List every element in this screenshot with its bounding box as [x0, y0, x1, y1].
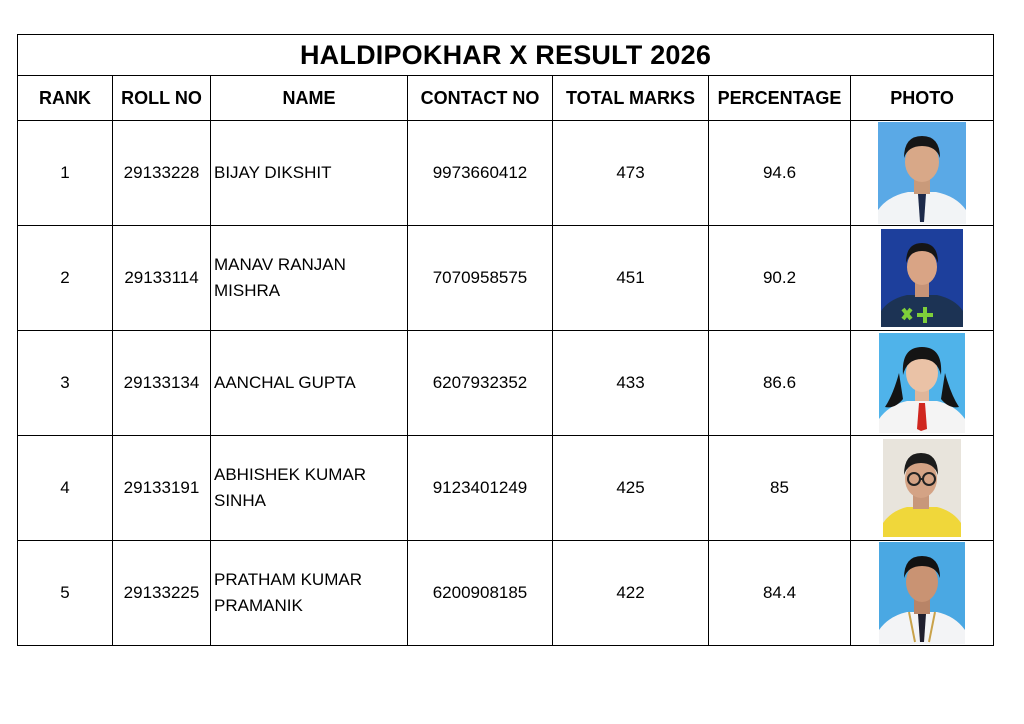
header-total-marks: TOTAL MARKS — [553, 76, 709, 121]
percentage-cell: 85 — [709, 436, 851, 541]
result-table — [17, 34, 994, 646]
rank-cell: 2 — [18, 226, 113, 331]
percentage-cell: 86.6 — [709, 331, 851, 436]
percentage-cell: 94.6 — [709, 121, 851, 226]
photo-cell — [851, 121, 994, 226]
contact-cell: 6207932352 — [408, 331, 553, 436]
table-row — [18, 226, 994, 331]
rank-cell: 4 — [18, 436, 113, 541]
table-row — [18, 331, 994, 436]
student-photo-icon — [883, 439, 961, 537]
rank-cell: 5 — [18, 541, 113, 646]
table-row — [18, 121, 994, 226]
header-percentage: PERCENTAGE — [709, 76, 851, 121]
contact-cell: 7070958575 — [408, 226, 553, 331]
header-row — [18, 76, 994, 121]
name-cell: ABHISHEK KUMAR SINHA — [211, 436, 408, 541]
header-roll-no: ROLL NO — [113, 76, 211, 121]
photo-cell — [851, 331, 994, 436]
photo-cell — [851, 541, 994, 646]
total-marks-cell: 433 — [553, 331, 709, 436]
roll-no-cell: 29133134 — [113, 331, 211, 436]
table-row — [18, 541, 994, 646]
student-photo-icon — [879, 542, 965, 644]
percentage-cell: 84.4 — [709, 541, 851, 646]
header-contact-no: CONTACT NO — [408, 76, 553, 121]
table-row — [18, 436, 994, 541]
contact-cell: 9123401249 — [408, 436, 553, 541]
contact-cell: 6200908185 — [408, 541, 553, 646]
header-rank: RANK — [18, 76, 113, 121]
name-cell: PRATHAM KUMAR PRAMANIK — [211, 541, 408, 646]
total-marks-cell: 422 — [553, 541, 709, 646]
total-marks-cell: 451 — [553, 226, 709, 331]
photo-cell — [851, 226, 994, 331]
photo-cell — [851, 436, 994, 541]
rank-cell: 3 — [18, 331, 113, 436]
percentage-cell: 90.2 — [709, 226, 851, 331]
roll-no-cell: 29133114 — [113, 226, 211, 331]
contact-cell: 9973660412 — [408, 121, 553, 226]
header-photo: PHOTO — [851, 76, 994, 121]
student-photo-icon — [879, 333, 965, 433]
header-name: NAME — [211, 76, 408, 121]
name-cell: BIJAY DIKSHIT — [211, 121, 408, 226]
total-marks-cell: 425 — [553, 436, 709, 541]
roll-no-cell: 29133191 — [113, 436, 211, 541]
student-photo-icon — [878, 122, 966, 224]
total-marks-cell: 473 — [553, 121, 709, 226]
name-cell: AANCHAL GUPTA — [211, 331, 408, 436]
roll-no-cell: 29133228 — [113, 121, 211, 226]
page-title: HALDIPOKHAR X RESULT 2026 — [18, 35, 994, 76]
name-cell: MANAV RANJAN MISHRA — [211, 226, 408, 331]
rank-cell: 1 — [18, 121, 113, 226]
student-photo-icon — [881, 229, 963, 327]
roll-no-cell: 29133225 — [113, 541, 211, 646]
title-row — [18, 35, 994, 76]
